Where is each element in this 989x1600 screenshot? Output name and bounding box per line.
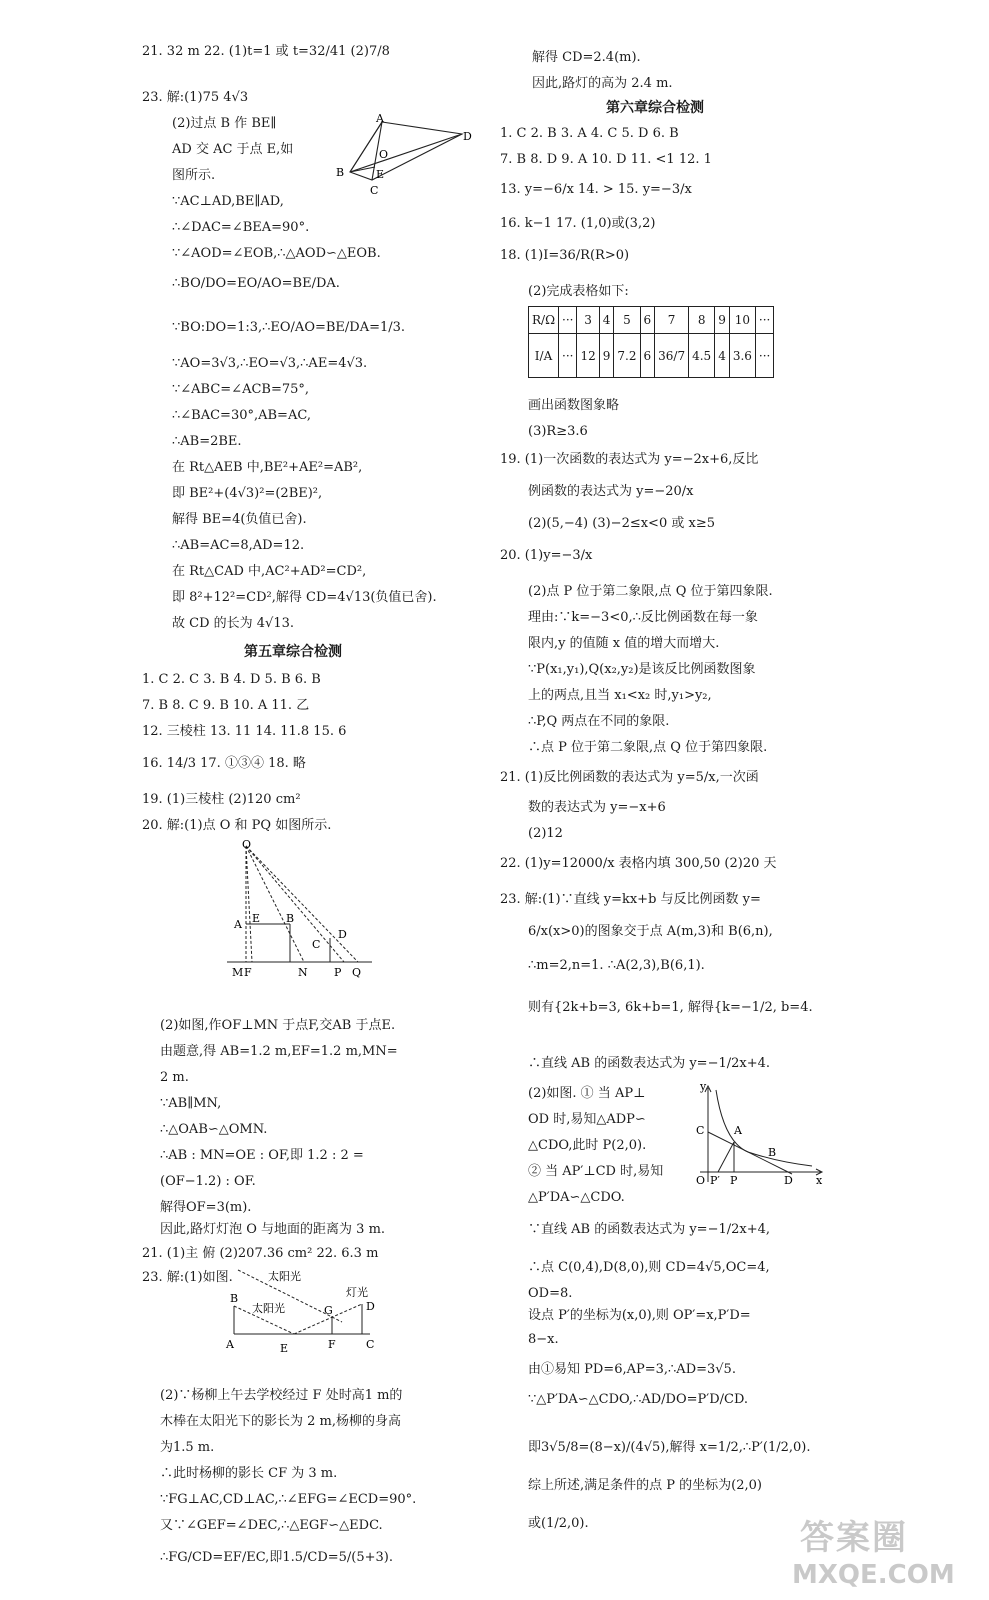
answer-line: △CDO,此时 P(2,0).	[528, 1138, 647, 1153]
table-cell: 3.6	[729, 334, 755, 378]
answer-line: (2)点 P 位于第二象限,点 Q 位于第四象限.	[528, 584, 773, 599]
answer-line: 7. B 8. C 9. B 10. A 11. 乙	[142, 698, 310, 713]
point-label: F	[328, 1338, 336, 1351]
point-label: O	[242, 838, 252, 851]
answer-line: 图所示.	[172, 168, 216, 183]
answer-line: 由题意,得 AB=1.2 m,EF=1.2 m,MN=	[160, 1044, 398, 1059]
answer-line: 综上所述,满足条件的点 P 的坐标为(2,0)	[528, 1478, 762, 1493]
answer-line: 即 8²+12²=CD²,解得 CD=4√13(负值已舍).	[172, 590, 437, 605]
point-label: P′	[710, 1174, 720, 1187]
answer-line: 因此,路灯的高为 2.4 m.	[532, 76, 673, 91]
diagram-label: 太阳光	[268, 1270, 301, 1283]
answer-line: ∵△P′DA∽△CDO,∴AD/DO=P′D/CD.	[528, 1392, 749, 1407]
answer-line: OD=8.	[528, 1286, 573, 1301]
figure-coordinate-graph	[688, 1082, 828, 1190]
answer-line: 数的表达式为 y=−x+6	[528, 800, 666, 815]
answer-line: 16. k−1 17. (1,0)或(3,2)	[500, 216, 656, 231]
answer-line: ∵FG⊥AC,CD⊥AC,∴∠EFG=∠ECD=90°.	[160, 1492, 417, 1507]
answer-line: 22. (1)y=12000/x 表格内填 300,50 (2)20 天	[500, 856, 777, 871]
table-cell: 4.5	[689, 334, 715, 378]
answer-line: ∵直线 AB 的函数表达式为 y=−1/2x+4,	[528, 1222, 771, 1237]
answer-line: ∴AB : MN=OE : OF,即 1.2 : 2 =	[160, 1148, 364, 1163]
answer-line: ∴AB=AC=8,AD=12.	[172, 538, 305, 553]
answer-line: 画出函数图象略	[528, 398, 620, 413]
answer-line: 23. 解:(1)如图.	[142, 1270, 233, 1285]
point-label: A	[376, 112, 384, 125]
answer-line: ∵BO:DO=1:3,∴EO/AO=BE/DA=1/3.	[172, 320, 406, 335]
point-label: C	[370, 184, 379, 197]
resistance-current-table	[528, 306, 774, 378]
point-label: C	[366, 1338, 375, 1351]
answer-line: 7. B 8. D 9. A 10. D 11. <1 12. 1	[500, 152, 712, 167]
answer-line: 则有{2k+b=3, 6k+b=1, 解得{k=−1/2, b=4.	[528, 1000, 813, 1015]
answer-line: 13. y=−6/x 14. > 15. y=−3/x	[500, 182, 692, 197]
answer-line: ∵AO=3√3,∴EO=√3,∴AE=4√3.	[172, 356, 368, 371]
answer-line: 18. (1)I=36/R(R>0)	[500, 248, 630, 263]
point-label: B	[768, 1146, 777, 1159]
point-label: D	[463, 130, 472, 143]
point-label: C	[696, 1124, 705, 1137]
answer-line: ∴BO/DO=EO/AO=BE/DA.	[172, 276, 340, 291]
answer-line: 在 Rt△AEB 中,BE²+AE²=AB²,	[172, 460, 363, 475]
table-cell: 7.2	[614, 334, 640, 378]
answer-line: ∴P,Q 两点在不同的象限.	[528, 714, 670, 729]
table-cell: 36/7	[655, 334, 689, 378]
point-label: B	[230, 1292, 239, 1305]
answer-line: 12. 三棱柱 13. 11 14. 11.8 15. 6	[142, 724, 347, 739]
point-label: N	[298, 966, 308, 979]
answer-line: 解得 CD=2.4(m).	[532, 50, 641, 65]
table-cell: ···	[559, 307, 577, 334]
table-cell: 9	[599, 334, 614, 378]
answer-line: 例函数的表达式为 y=−20/x	[528, 484, 694, 499]
point-label: E	[252, 912, 261, 925]
answer-line: 8−x.	[528, 1332, 559, 1347]
point-label: M	[232, 966, 244, 979]
point-label: O	[379, 148, 389, 161]
answer-line: 理由:∵k=−3<0,∴反比例函数在每一象	[528, 610, 758, 625]
answer-line: 21. 32 m 22. (1)t=1 或 t=32/41 (2)7/8	[142, 44, 390, 59]
answer-line: ∴AB=2BE.	[172, 434, 242, 449]
axis-label: y	[700, 1082, 707, 1093]
table-cell: 4	[599, 307, 614, 334]
answer-line: (OF−1.2) : OF.	[160, 1174, 256, 1189]
answer-line: 因此,路灯灯泡 O 与地面的距离为 3 m.	[160, 1222, 386, 1237]
point-label: B	[336, 166, 345, 179]
table-cell: 6	[640, 334, 655, 378]
answer-line: AD 交 AC 于点 E,如	[172, 142, 294, 157]
answer-line: 解得 BE=4(负值已舍).	[172, 512, 307, 527]
answer-line: ∵AC⊥AD,BE∥AD,	[172, 194, 284, 209]
answer-line: 限内,y 的值随 x 值的增大而增大.	[528, 636, 720, 651]
answer-line: 在 Rt△CAD 中,AC²+AD²=CD²,	[172, 564, 367, 579]
table-cell: 3	[577, 307, 599, 334]
answer-line: 即3√5/8=(8−x)/(4√5),解得 x=1/2,∴P′(1/2,0).	[528, 1440, 811, 1455]
answer-line: 1. C 2. B 3. A 4. C 5. D 6. B	[500, 126, 679, 141]
point-label: A	[734, 1124, 742, 1137]
answer-line: 1. C 2. C 3. B 4. D 5. B 6. B	[142, 672, 321, 687]
point-label: P	[730, 1174, 738, 1187]
answer-line: 木棒在太阳光下的影长为 2 m,杨柳的身高	[160, 1414, 401, 1429]
answer-line: 即 BE²+(4√3)²=(2BE)²,	[172, 486, 323, 501]
answer-line: 设点 P′的坐标为(x,0),则 OP′=x,P′D=	[528, 1308, 751, 1323]
point-label: A	[226, 1338, 234, 1351]
answer-line: 又∵∠GEF=∠DEC,∴△EGF∽△EDC.	[160, 1518, 383, 1533]
table-cell: ···	[559, 334, 577, 378]
answer-line: 解得OF=3(m).	[160, 1200, 252, 1215]
table-cell: 6	[640, 307, 655, 334]
answer-line: 21. (1)反比例函数的表达式为 y=5/x,一次函	[500, 770, 759, 785]
table-cell: ···	[755, 307, 773, 334]
answer-line: ∵AB∥MN,	[160, 1096, 222, 1111]
figure-quadrilateral	[332, 112, 477, 202]
table-cell: 8	[689, 307, 715, 334]
table-cell: 5	[614, 307, 640, 334]
figure-sunlight-lamplight	[222, 1258, 392, 1376]
point-label: G	[324, 1304, 333, 1317]
answer-line: (2)如图,作OF⊥MN 于点F,交AB 于点E.	[160, 1018, 396, 1033]
point-label: C	[312, 938, 321, 951]
answer-line: 为1.5 m.	[160, 1440, 215, 1455]
table-cell: 12	[577, 334, 599, 378]
table-cell: 10	[729, 307, 755, 334]
answer-line: ∴直线 AB 的函数表达式为 y=−1/2x+4.	[528, 1056, 771, 1071]
answer-line: 16. 14/3 17. ①③④ 18. 略	[142, 756, 306, 771]
watermark-url: MXQE.COM	[792, 1560, 955, 1590]
answer-line: 上的两点,且当 x₁<x₂ 时,y₁>y₂,	[528, 688, 712, 703]
table-cell: R/Ω	[529, 307, 559, 334]
point-label: O	[696, 1174, 706, 1187]
answer-line: 20. 解:(1)点 O 和 PQ 如图所示.	[142, 818, 332, 833]
point-label: F	[244, 966, 252, 979]
point-label: A	[234, 918, 242, 931]
answer-line: ∴FG/CD=EF/EC,即1.5/CD=5/(5+3).	[160, 1550, 393, 1565]
answer-line: △P′DA∽△CDO.	[528, 1190, 625, 1205]
answer-line: (2)过点 B 作 BE∥	[172, 116, 277, 131]
point-label: E	[376, 168, 385, 181]
point-label: E	[280, 1342, 289, 1355]
point-label: D	[338, 928, 347, 941]
answer-line: 故 CD 的长为 4√13.	[172, 616, 294, 631]
answer-line: ∵P(x₁,y₁),Q(x₂,y₂)是该反比例函数图象	[528, 662, 756, 677]
point-label: D	[366, 1300, 375, 1313]
table-cell: I/A	[529, 334, 559, 378]
answer-line: ∴m=2,n=1. ∴A(2,3),B(6,1).	[528, 958, 705, 973]
answer-line: 或(1/2,0).	[528, 1516, 589, 1531]
answer-line: ∵∠ABC=∠ACB=75°,	[172, 382, 310, 397]
answer-line: 2 m.	[160, 1070, 189, 1085]
section-heading: 第六章综合检测	[606, 100, 704, 116]
axis-label: x	[816, 1174, 823, 1187]
table-cell: 4	[715, 334, 730, 378]
answer-line: 21. (1)主 俯 (2)207.36 cm² 22. 6.3 m	[142, 1246, 379, 1261]
answer-line: ∴点 P 位于第二象限,点 Q 位于第四象限.	[528, 740, 768, 755]
answer-line: 19. (1)三棱柱 (2)120 cm²	[142, 792, 301, 807]
table-cell: 7	[655, 307, 689, 334]
diagram-label: 灯光	[346, 1286, 368, 1299]
section-heading: 第五章综合检测	[244, 644, 342, 660]
watermark-logo: 答案圈	[800, 1518, 908, 1558]
answer-line: ∴△OAB∽△OMN.	[160, 1122, 268, 1137]
answer-line: 由①易知 PD=6,AP=3,∴AD=3√5.	[528, 1362, 736, 1377]
point-label: Q	[352, 966, 362, 979]
table-row	[529, 334, 774, 378]
point-label: B	[286, 912, 295, 925]
answer-line: ② 当 AP′⊥CD 时,易知	[528, 1164, 664, 1179]
answer-line: ∴此时杨柳的影长 CF 为 3 m.	[160, 1466, 338, 1481]
answer-line: 23. 解:(1)75 4√3	[142, 90, 249, 105]
table-cell: ···	[755, 334, 773, 378]
answer-line: (3)R≥3.6	[528, 424, 588, 439]
point-label: D	[784, 1174, 793, 1187]
answer-line: (2)完成表格如下:	[528, 284, 629, 299]
answer-line: 6/x(x>0)的图象交于点 A(m,3)和 B(6,n),	[528, 924, 773, 939]
answer-line: ∴∠BAC=30°,AB=AC,	[172, 408, 311, 423]
answer-line: 19. (1)一次函数的表达式为 y=−2x+6,反比	[500, 452, 759, 467]
answer-line: ∴∠DAC=∠BEA=90°.	[172, 220, 310, 235]
table-cell: 9	[715, 307, 730, 334]
table-row	[529, 307, 774, 334]
answer-line: (2)∵杨柳上午去学校经过 F 处时高1 m的	[160, 1388, 403, 1403]
answer-line: OD 时,易知△ADP∽	[528, 1112, 646, 1127]
point-label: P	[334, 966, 342, 979]
answer-line: (2)12	[528, 826, 563, 841]
answer-line: ∴点 C(0,4),D(8,0),则 CD=4√5,OC=4,	[528, 1260, 770, 1275]
figure-street-lamp	[222, 838, 382, 980]
answer-line: (2)(5,−4) (3)−2≤x<0 或 x≥5	[528, 516, 715, 531]
answer-line: (2)如图. ① 当 AP⊥	[528, 1086, 646, 1101]
answer-line: ∵∠AOD=∠EOB,∴△AOD∽△EOB.	[172, 246, 381, 261]
diagram-label: 太阳光	[252, 1302, 285, 1315]
answer-line: 23. 解:(1)∵直线 y=kx+b 与反比例函数 y=	[500, 892, 761, 907]
answer-line: 20. (1)y=−3/x	[500, 548, 593, 563]
